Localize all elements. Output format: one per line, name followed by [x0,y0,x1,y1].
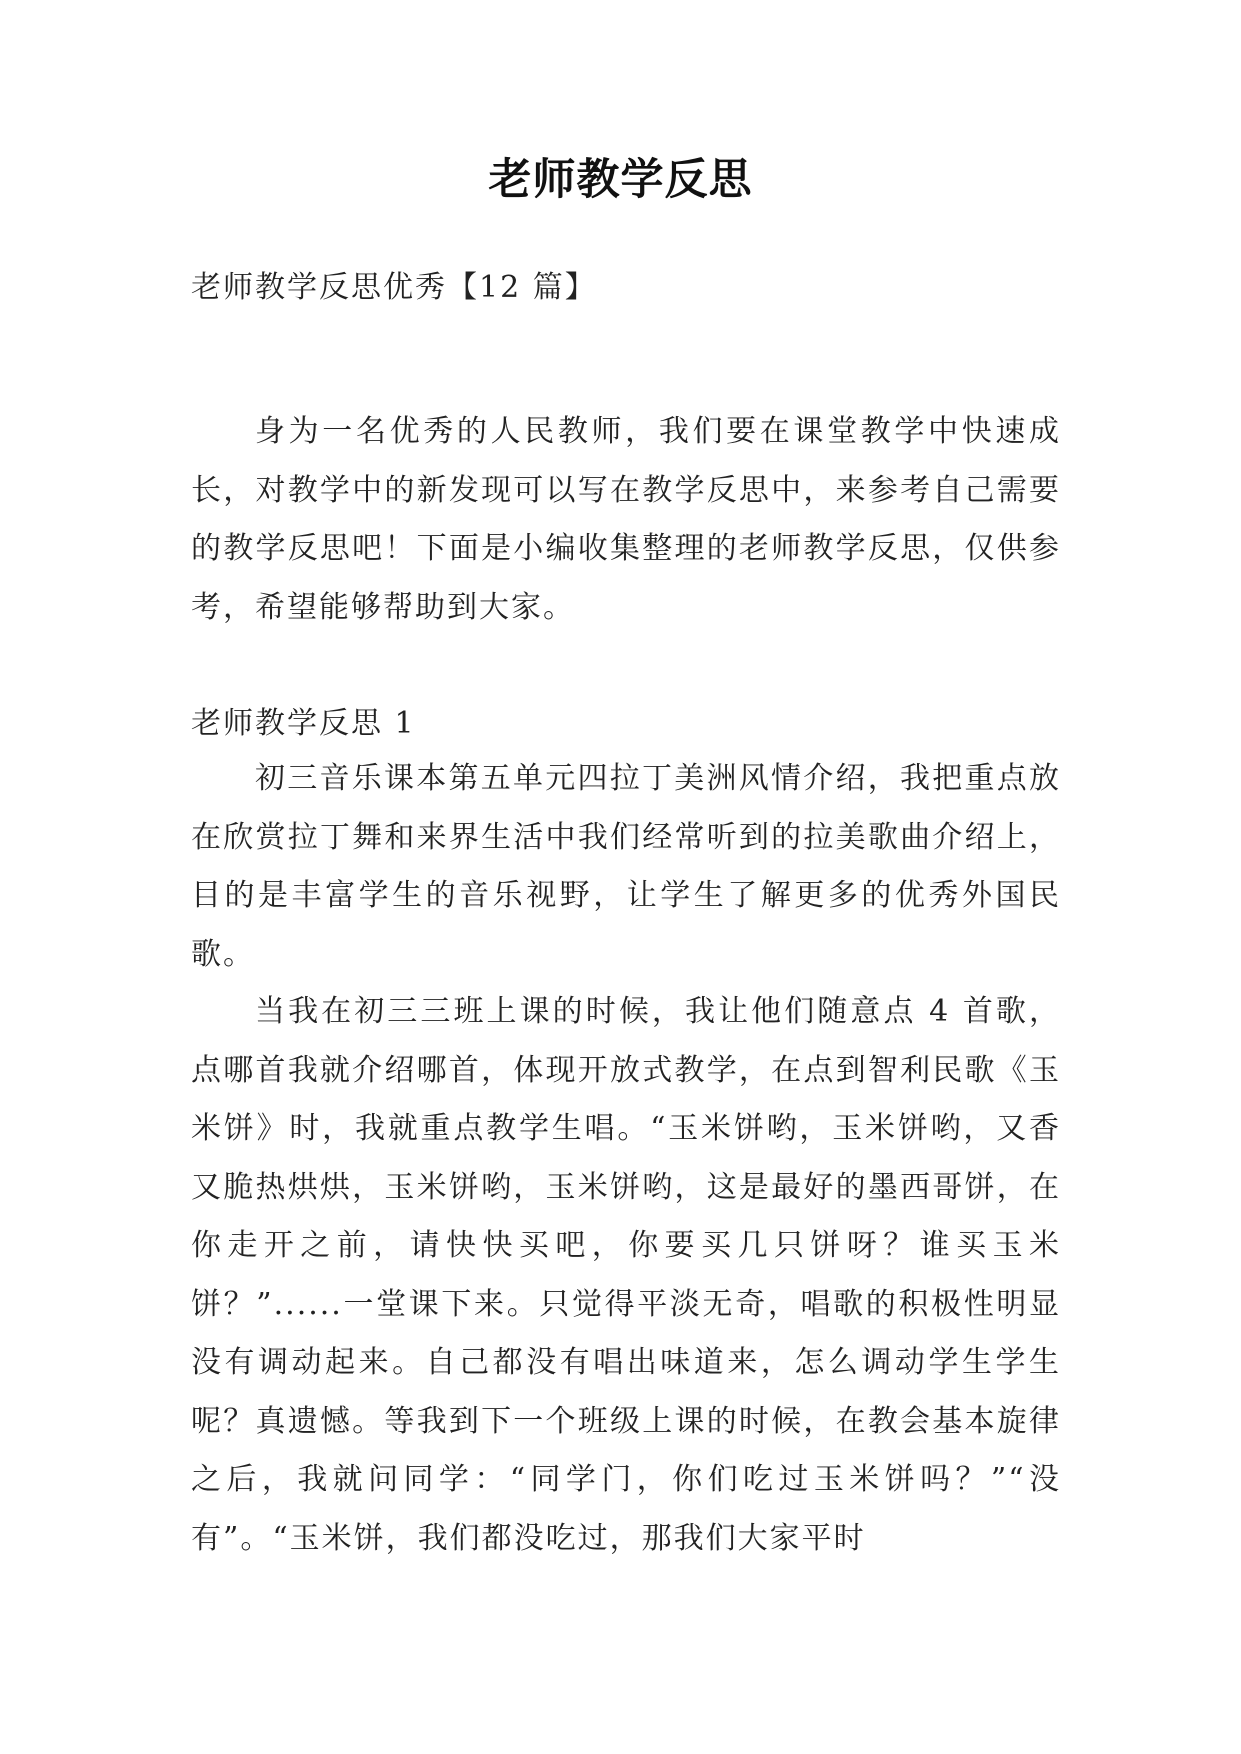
section-heading: 老师教学反思 1 [191,706,416,741]
intro-paragraph: 身为一名优秀的人民教师，我们要在课堂教学中快速成长，对教学中的新发现可以写在教学反思中，来参考自己需要的教学反思吧！下面是小编收集整理的老师教学反思，仅供参考，希望能够帮助到大家。 [191,414,1061,625]
document-title: 老师教学反思 [488,155,753,205]
section-paragraph: 当我在初三三班上课的时候，我让他们随意点 4 首歌，点哪首我就介绍哪首，体现开放式教学，在点到智利民歌《玉米饼》时，我就重点教学生唱。“玉米饼哟，玉米饼哟，又香又脆热烘烘，玉米饼哟，玉米饼哟，这是最好的墨西哥饼，在你走开之前，请快快买吧，你要买几只饼呀？谁买玉米饼？”......一堂课下来。只觉得平淡无奇，唱歌的积极性明显没有调动起来。自己都没有唱出味道来，怎么调动学生学生呢？真遗憾。等我到下一个班级上课的时候，在教会基本旋律之后，我就问同学：“同学门，你们吃过玉米饼吗？”“没有”。“玉米饼，我们都没吃过，那我们大家平时 [191,994,1061,1556]
document-subtitle: 老师教学反思优秀【12 篇】 [191,270,597,305]
section-paragraph: 初三音乐课本第五单元四拉丁美洲风情介绍，我把重点放在欣赏拉丁舞和来界生活中我们经常听到的拉美歌曲介绍上，目的是丰富学生的音乐视野，让学生了解更多的优秀外国民歌。 [191,761,1061,972]
